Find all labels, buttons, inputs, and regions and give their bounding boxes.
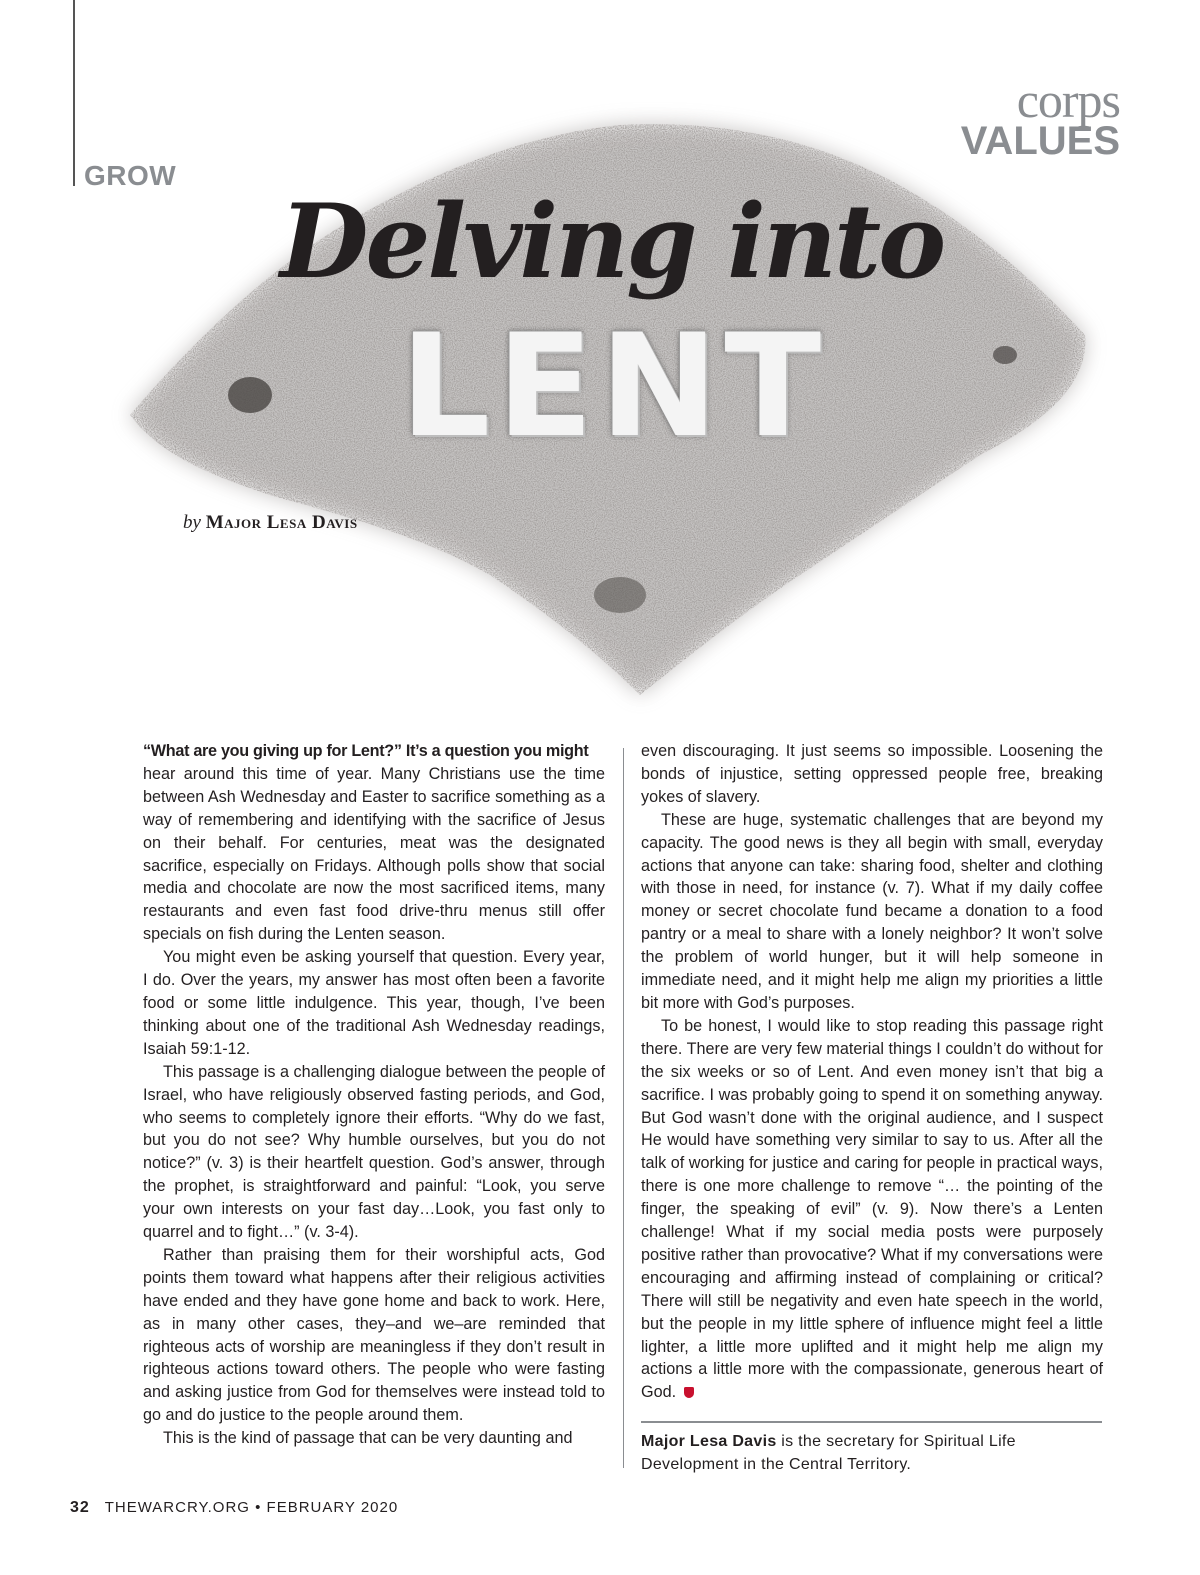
byline-prefix: by bbox=[183, 512, 201, 533]
article-lead: “What are you giving up for Lent?” It’s a question you might bbox=[143, 742, 589, 760]
paragraph-final bbox=[641, 1015, 1103, 1404]
page-footer bbox=[70, 1499, 398, 1517]
shield-end-mark-icon bbox=[684, 1387, 694, 1398]
paragraph: This passage is a challenging dialogue between the people of Israel, who have religiously observed fasting periods, and God, who seems to completely ignore their efforts. “Why do we fast, but you do not see? Why humble ourselves, but you do not notice?” (v. 3) is their heartfelt question. God’s answer, through the prophet, is straightforward and painful: “Look, you serve your own interests on your fast day…Look, you fast only to quarrel and to fight…” (v. 3-4). bbox=[143, 1062, 605, 1242]
column-divider bbox=[623, 748, 624, 1468]
article-column-left bbox=[143, 740, 605, 1450]
paragraph: This is the kind of passage that can be very daunting and bbox=[163, 1429, 573, 1448]
brand-bottom-word: VALUES bbox=[960, 119, 1120, 163]
paragraph: These are huge, systematic challenges that are beyond my capacity. The good news is they all begin with small, everyday actions that anyone can take: sharing food, shelter and clothing with those in need, for instance (v. 7). What if my daily coffee money or secret chocolate fund became a donation to a food pantry or a meal to share with a lonely neighbor? It won’t solve the problem of world hunger, but it will help someone in immediate need, and it might help me align my priorities a little bit more with God’s purposes. bbox=[641, 810, 1103, 1012]
paragraph: hear around this time of year. Many Christians use the time between Ash Wednesday and Easter to sacrifice something as a way of remembering and identifying with the sacrifice of Jesus on their behalf. For centuries, meat was the designated sacrifice, especially on Fridays. Although polls show that social media and chocolate are now the most sacrificed items, many restaurants and even fast food drive-thru menus still offer specials on fish during the Lenten season. bbox=[143, 764, 605, 944]
author-bio bbox=[641, 1430, 1103, 1476]
byline-author: Major Lesa Davis bbox=[205, 512, 358, 533]
page-number: 32 bbox=[70, 1499, 90, 1516]
paragraph-final-text: To be honest, I would like to stop reading this passage right there. There are very few material things I couldn’t do without for the six weeks or so of Lent. And even money isn’t that big a sacrifice. I was probably going to spend it on something anyway. But God wasn’t done with the original audience, and I suspect He would have something very similar to say to us. After all the talk of working for justice and caring for people in practical ways, there is one more challenge to remove “… the pointing of the finger, the speaking of evil” (v. 9). Now there’s a Lenten challenge! What if my social media posts were purposely positive rather than provocative? What if my conversations were encouraging and affirming instead of complaining or critical? There will still be negativity and even hate speech in the world, but the people in my little sphere of influence might feel a little lighter, a little more uplifted and it might help me align my actions a little more with the compassionate, generous heart of God. bbox=[641, 1016, 1103, 1402]
header-vertical-rule bbox=[73, 0, 75, 186]
article-column-right bbox=[641, 740, 1103, 1404]
byline bbox=[183, 512, 358, 534]
article-title: Delving into bbox=[280, 182, 944, 302]
paragraph: even discouraging. It just seems so impossible. Loosening the bonds of injustice, setting oppressed people free, breaking yokes of slavery. bbox=[641, 742, 1103, 806]
section-label: GROW bbox=[84, 160, 177, 191]
bio-text: is the secretary for Spiritual Life Development in the Central Territory. bbox=[641, 1433, 1016, 1473]
brand-top-word: corps bbox=[1016, 72, 1120, 128]
article-title-lent: LENT bbox=[400, 304, 828, 469]
paragraph: Rather than praising them for their worshipful acts, God points them toward what happens after their religious activities have ended and they have gone home and back to work. Here, as in many other cases, they–and we–are reminded that righteous acts of worship are meaningless if they don’t result in righteous actions toward others. The people who were fasting and asking justice from God for themselves were instead told to go and do justice to the people around them. bbox=[143, 1245, 605, 1425]
publication-line: THEWARCRY.ORG • FEBRUARY 2020 bbox=[104, 1499, 399, 1516]
bio-rule bbox=[641, 1421, 1102, 1423]
bio-author-name: Major Lesa Davis bbox=[641, 1433, 777, 1450]
paragraph: You might even be asking yourself that question. Every year, I do. Over the years, my answer has most often been a favorite food or some little indulgence. This year, though, I’ve been thinking about one of the traditional Ash Wednesday readings, Isaiah 59:1-12. bbox=[143, 948, 605, 1058]
